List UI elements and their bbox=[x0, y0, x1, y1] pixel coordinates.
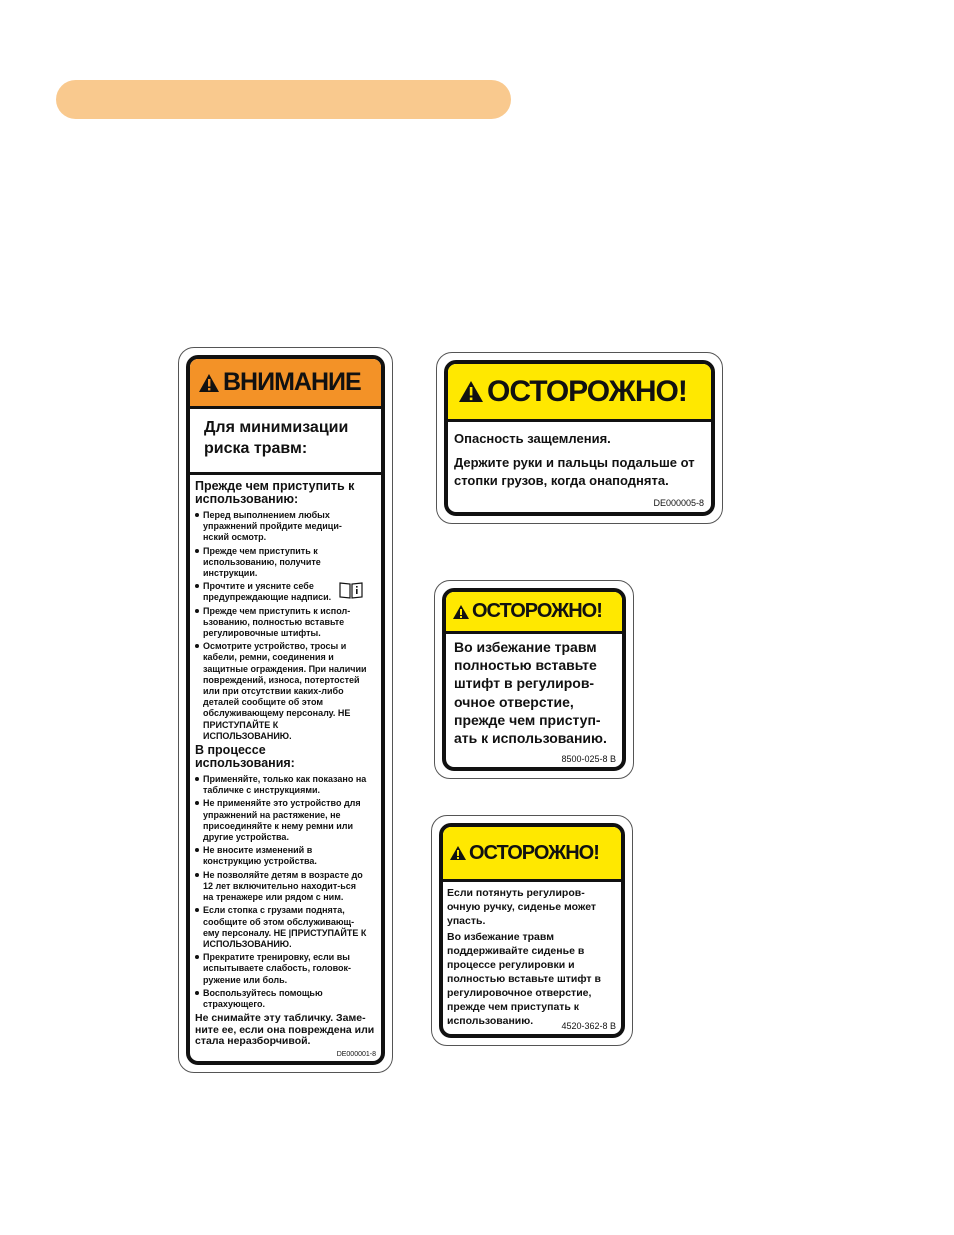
section2-item: Не вносите изменений в конструкцию устройства. bbox=[195, 845, 367, 867]
pin-signal-bar bbox=[446, 592, 622, 634]
seat-signal-bar bbox=[443, 827, 621, 882]
section1-item: Перед выполнением любых упражнений пройдите медици-нский осмотр. bbox=[195, 510, 367, 544]
warning-heading: Для минимизации риска травм: bbox=[204, 419, 349, 457]
pin-signal-word: ОСТОРОЖНО! bbox=[472, 600, 602, 622]
warning-signal-word: ВНИМАНИЕ bbox=[223, 368, 361, 396]
section2-item: Воспользуйтесь помощью страхующего. bbox=[195, 988, 367, 1010]
warning-label-frame bbox=[186, 355, 385, 1065]
pinch-code: DE000005-8 bbox=[653, 498, 704, 508]
warning-triangle-icon bbox=[198, 373, 220, 393]
seat-label-frame bbox=[439, 823, 625, 1038]
section1-item: Прежде чем приступить к использованию, получите инструкции. bbox=[195, 546, 367, 580]
section1-item: Прочтите и уясните себе предупреждающие надписи. bbox=[195, 581, 367, 603]
pinch-line2: Держите руки и пальцы подальше от стопки грузов, когда онаподнята. bbox=[454, 455, 695, 488]
section2-item: Прекратите тренировку, если вы испытываете слабость, головок-ружение или боль. bbox=[195, 952, 367, 986]
section-header-bar bbox=[56, 80, 511, 119]
section1-item: Осмотрите устройство, тросы и кабели, ремни, соединения и защитные ограждения. При наличии повреждений, износа, потертостей или при отсутствии каких-либо деталей сообщите об этом обслуживающему персоналу. НЕ ПРИСТУПАЙТЕ К ИСПОЛЬЗОВАНИЮ. bbox=[195, 641, 367, 742]
pinch-signal-bar bbox=[448, 364, 711, 422]
section2-item: Если стопка с грузами поднята, сообщите об этом обслуживающ-ему персоналу. НЕ |ПРИСТУПАЙТЕ К ИСПОЛЬЗОВАНИЮ. bbox=[195, 905, 367, 950]
pin-code: 8500-025-8 B bbox=[561, 754, 616, 764]
warning-signal-bar bbox=[190, 359, 381, 409]
seat-caution-label bbox=[431, 815, 633, 1046]
pin-caution-label bbox=[434, 580, 634, 779]
seat-line1: Если потянуть регулиров-очную ручку, сиденье может упасть. bbox=[447, 887, 597, 927]
section2-item: Применяйте, только как показано на табличке с инструкциями. bbox=[195, 774, 367, 796]
seat-signal-word: ОСТОРОЖНО! bbox=[469, 841, 599, 864]
section1-title: Прежде чем приступить к использованию: bbox=[195, 479, 355, 506]
section1-item: Прежде чем приступить к испол-ьзованию, полностью вставьте регулировочные штифты. bbox=[195, 606, 367, 640]
manual-info-icon bbox=[339, 581, 363, 599]
section2-title: В процессе использования: bbox=[195, 743, 295, 771]
warning-heading-box bbox=[190, 409, 381, 475]
warning-triangle-icon bbox=[458, 380, 484, 403]
seat-line2: Во избежание травм поддерживайте сиденье в процессе регулировки и полностью вставьте штифт в регулировочное отверстие, прежде чем приступать к использованию. bbox=[447, 931, 601, 1027]
seat-body bbox=[443, 882, 621, 1028]
warning-footer: Не снимайте эту табличку. Заме-ните ее, если она повреждена или стала неразборчивой. bbox=[195, 1012, 375, 1048]
section2-item: Не позволяйте детям в возрасте до 12 лет включительно находит-ься на тренажере или рядом с ним. bbox=[195, 870, 367, 904]
section2-item: Не применяйте это устройство для упражнений на растяжение, не присоединяйте к нему ремни или другие устройства. bbox=[195, 798, 367, 843]
warning-body bbox=[190, 475, 381, 1048]
pinch-line1: Опасность защемления. bbox=[454, 431, 611, 446]
warning-code: DE000001-8 bbox=[336, 1051, 376, 1058]
pinch-caution-label bbox=[436, 352, 723, 524]
warning-label bbox=[178, 347, 393, 1073]
pin-label-frame bbox=[442, 588, 626, 771]
seat-code: 4520-362-8 B bbox=[561, 1021, 616, 1031]
pinch-signal-word: ОСТОРОЖНО! bbox=[487, 374, 687, 408]
pin-text: Во избежание травм полностью вставьте штифт в регулиров-очное отверстие, прежде чем приступ-ать к использованию. bbox=[454, 639, 607, 747]
pinch-label-frame bbox=[444, 360, 715, 516]
pinch-body bbox=[448, 422, 711, 490]
warning-triangle-icon bbox=[452, 604, 470, 620]
warning-triangle-icon bbox=[449, 845, 467, 861]
